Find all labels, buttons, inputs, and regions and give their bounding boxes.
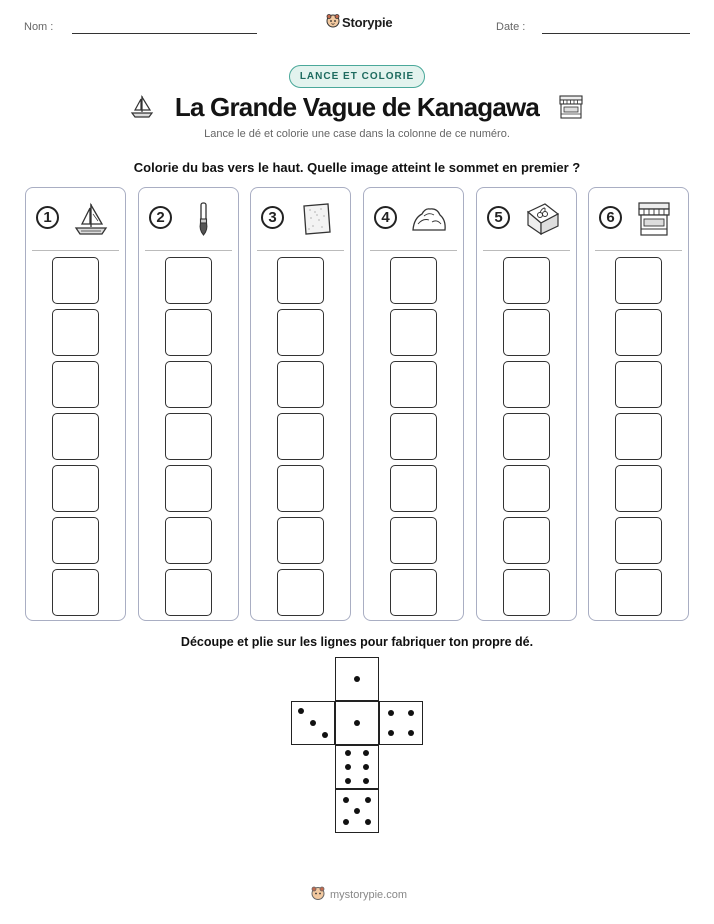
color-cell[interactable] bbox=[615, 465, 662, 512]
color-cell[interactable] bbox=[52, 517, 99, 564]
column-5 bbox=[476, 187, 577, 621]
die-pip bbox=[345, 764, 351, 770]
column-number: 6 bbox=[599, 206, 622, 229]
date-label: Date : bbox=[496, 21, 526, 33]
storypie-footer-logo-icon bbox=[310, 885, 326, 901]
color-cell[interactable] bbox=[390, 309, 437, 356]
activity-badge: LANCE ET COLORIE bbox=[289, 65, 425, 88]
color-cell[interactable] bbox=[615, 257, 662, 304]
color-cell[interactable] bbox=[390, 569, 437, 616]
color-cell[interactable] bbox=[615, 361, 662, 408]
color-cell[interactable] bbox=[52, 413, 99, 460]
shop-stall-icon bbox=[635, 200, 673, 238]
column-divider bbox=[257, 250, 344, 251]
sailboat-icon bbox=[72, 200, 110, 238]
instruction-text: Colorie du bas vers le haut. Quelle image atteint le sommet en premier ? bbox=[133, 160, 581, 175]
page-title: La Grande Vague de Kanagawa bbox=[174, 92, 540, 122]
color-cell[interactable] bbox=[390, 413, 437, 460]
color-cell[interactable] bbox=[390, 361, 437, 408]
color-cell[interactable] bbox=[165, 257, 212, 304]
color-cell[interactable] bbox=[277, 309, 324, 356]
color-cell[interactable] bbox=[52, 465, 99, 512]
column-2 bbox=[138, 187, 239, 621]
shop-stall-icon bbox=[557, 93, 585, 121]
die-pip bbox=[322, 732, 328, 738]
column-divider bbox=[483, 250, 570, 251]
die-pip bbox=[343, 819, 349, 825]
color-cell[interactable] bbox=[503, 465, 550, 512]
color-cell[interactable] bbox=[165, 465, 212, 512]
color-cell[interactable] bbox=[615, 569, 662, 616]
color-cell[interactable] bbox=[503, 517, 550, 564]
date-line[interactable] bbox=[542, 33, 690, 34]
color-cell[interactable] bbox=[52, 361, 99, 408]
color-cell[interactable] bbox=[503, 413, 550, 460]
column-number: 2 bbox=[149, 206, 172, 229]
die-pip bbox=[354, 676, 360, 682]
die-pip bbox=[365, 819, 371, 825]
color-cell[interactable] bbox=[165, 361, 212, 408]
die-pip bbox=[363, 750, 369, 756]
die-pip bbox=[363, 778, 369, 784]
die-face-5 bbox=[335, 789, 379, 833]
subtitle: Lance le dé et colorie une case dans la colonne de ce numéro. bbox=[204, 128, 510, 140]
die-pip bbox=[365, 797, 371, 803]
die-pip bbox=[388, 710, 394, 716]
die-pip bbox=[363, 764, 369, 770]
color-cell[interactable] bbox=[503, 569, 550, 616]
column-6 bbox=[588, 187, 689, 621]
color-cell[interactable] bbox=[503, 361, 550, 408]
column-divider bbox=[370, 250, 457, 251]
color-cell[interactable] bbox=[277, 361, 324, 408]
die-face-6 bbox=[335, 745, 379, 789]
color-cell[interactable] bbox=[615, 517, 662, 564]
die-pip bbox=[310, 720, 316, 726]
color-cell[interactable] bbox=[165, 309, 212, 356]
color-cell[interactable] bbox=[503, 257, 550, 304]
cherry-box-icon bbox=[523, 200, 561, 238]
color-cell[interactable] bbox=[165, 517, 212, 564]
color-cell[interactable] bbox=[390, 517, 437, 564]
die-face-1 bbox=[335, 657, 379, 701]
color-cell[interactable] bbox=[52, 257, 99, 304]
brand-name: Storypie bbox=[342, 15, 393, 30]
color-cell[interactable] bbox=[615, 309, 662, 356]
column-divider bbox=[145, 250, 232, 251]
die-pip bbox=[343, 797, 349, 803]
paintbrush-icon bbox=[185, 200, 223, 238]
column-number: 1 bbox=[36, 206, 59, 229]
name-line[interactable] bbox=[72, 33, 257, 34]
footer-url[interactable]: mystorypie.com bbox=[330, 889, 408, 901]
name-label: Nom : bbox=[24, 21, 54, 33]
column-number: 4 bbox=[374, 206, 397, 229]
die-pip bbox=[408, 730, 414, 736]
color-cell[interactable] bbox=[277, 257, 324, 304]
color-cell[interactable] bbox=[52, 569, 99, 616]
column-3 bbox=[250, 187, 351, 621]
column-divider bbox=[32, 250, 119, 251]
color-cell[interactable] bbox=[52, 309, 99, 356]
storypie-logo-icon bbox=[325, 13, 341, 29]
die-pip bbox=[298, 708, 304, 714]
paper-sheet-icon bbox=[297, 200, 335, 238]
die-pip bbox=[345, 750, 351, 756]
color-cell[interactable] bbox=[390, 257, 437, 304]
color-cell[interactable] bbox=[165, 569, 212, 616]
die-face-1 bbox=[335, 701, 379, 745]
color-cell[interactable] bbox=[615, 413, 662, 460]
column-4 bbox=[363, 187, 464, 621]
die-pip bbox=[354, 808, 360, 814]
die-pip bbox=[388, 730, 394, 736]
color-cell[interactable] bbox=[277, 569, 324, 616]
die-face-4 bbox=[379, 701, 423, 745]
color-cell[interactable] bbox=[165, 413, 212, 460]
color-cell[interactable] bbox=[277, 465, 324, 512]
column-divider bbox=[595, 250, 682, 251]
column-1 bbox=[25, 187, 126, 621]
color-cell[interactable] bbox=[503, 309, 550, 356]
die-face-3 bbox=[291, 701, 335, 745]
color-cell[interactable] bbox=[277, 517, 324, 564]
die-pip bbox=[345, 778, 351, 784]
die-pip bbox=[354, 720, 360, 726]
color-cell[interactable] bbox=[390, 465, 437, 512]
dice-instruction: Découpe et plie sur les lignes pour fabriquer ton propre dé. bbox=[180, 635, 534, 649]
color-cell[interactable] bbox=[277, 413, 324, 460]
die-pip bbox=[408, 710, 414, 716]
column-number: 3 bbox=[261, 206, 284, 229]
column-number: 5 bbox=[487, 206, 510, 229]
wave-icon bbox=[410, 200, 448, 238]
